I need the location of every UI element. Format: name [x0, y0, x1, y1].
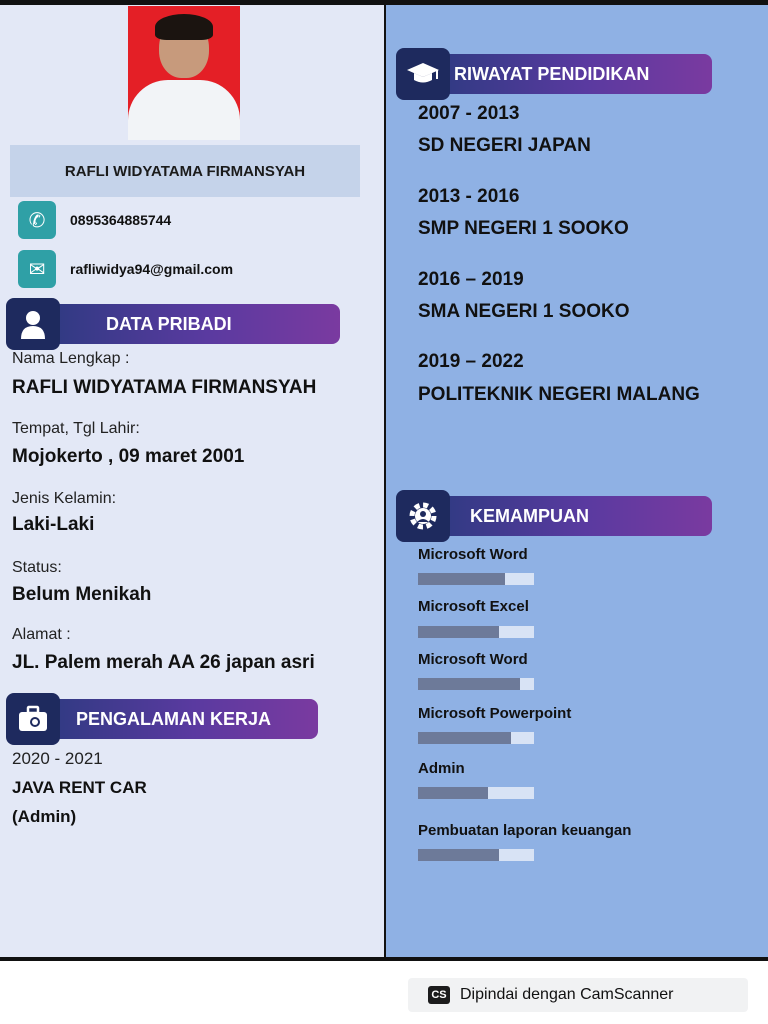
field-label: Status:	[12, 559, 62, 576]
edu-years: 2007 - 2013	[418, 103, 520, 124]
section-title: DATA PRIBADI	[106, 313, 232, 334]
section-riwayat-pendidikan	[398, 54, 712, 94]
field-label: Jenis Kelamin:	[12, 490, 117, 507]
section-title: KEMAMPUAN	[470, 505, 589, 526]
skill-bar-fill	[418, 787, 488, 799]
skill-bar-fill	[418, 626, 499, 638]
field-value: Mojokerto , 09 maret 2001	[12, 446, 245, 467]
section-data-pribadi	[8, 304, 340, 344]
skill-name: Microsoft Powerpoint	[418, 705, 572, 722]
field-value: JL. Palem merah AA 26 japan asri	[12, 652, 315, 673]
full-name: RAFLI WIDYATAMA FIRMANSYAH	[64, 162, 306, 180]
skill-bar	[418, 678, 534, 690]
skill-bar	[418, 787, 534, 799]
skill-bar	[418, 626, 534, 638]
graduation-cap-icon	[396, 48, 450, 100]
edu-school: SMP NEGERI 1 SOOKO	[418, 218, 629, 239]
email-contact	[18, 250, 233, 288]
field-label: Nama Lengkap :	[12, 350, 130, 367]
scanner-text: Dipindai dengan CamScanner	[460, 986, 674, 1003]
camscanner-logo-icon: CS	[428, 986, 450, 1004]
skill-name: Microsoft Word	[418, 651, 528, 668]
email-address: rafliwidya94@gmail.com	[70, 261, 234, 277]
section-title: PENGALAMAN KERJA	[76, 708, 272, 729]
briefcase-icon	[6, 693, 60, 745]
skill-bar-fill	[418, 849, 499, 861]
field-value: RAFLI WIDYATAMA FIRMANSYAH	[12, 377, 317, 398]
skill-bar-fill	[418, 732, 511, 744]
skill-bar-fill	[418, 573, 505, 585]
job-period: 2020 - 2021	[12, 749, 103, 768]
field-label: Tempat, Tgl Lahir:	[12, 420, 140, 437]
phone-contact	[18, 201, 171, 239]
skill-name: Microsoft Word	[418, 546, 528, 563]
skill-bar	[418, 573, 534, 585]
job-company: JAVA RENT CAR	[12, 778, 147, 797]
skill-name: Microsoft Excel	[418, 598, 529, 615]
field-label: Alamat :	[12, 626, 71, 643]
job-role: (Admin)	[12, 807, 77, 826]
person-icon	[6, 298, 60, 350]
gear-icon	[396, 490, 450, 542]
edu-years: 2016 – 2019	[418, 269, 524, 290]
name-box	[10, 145, 360, 197]
section-kemampuan	[398, 496, 712, 536]
skill-name: Pembuatan laporan keuangan	[418, 822, 632, 839]
phone-icon: ✆	[18, 201, 56, 239]
section-pengalaman-kerja	[8, 699, 318, 739]
email-icon: ✉	[18, 250, 56, 288]
field-value: Belum Menikah	[12, 584, 152, 605]
camscanner-badge	[408, 978, 748, 1012]
edu-years: 2013 - 2016	[418, 186, 520, 207]
edu-school: SD NEGERI JAPAN	[418, 135, 591, 156]
skill-bar-fill	[418, 678, 520, 690]
section-title: RIWAYAT PENDIDIKAN	[454, 63, 650, 84]
skill-bar	[418, 732, 534, 744]
skill-bar	[418, 849, 534, 861]
edu-school: POLITEKNIK NEGERI MALANG	[418, 384, 700, 405]
profile-photo	[128, 6, 240, 140]
skill-name: Admin	[418, 760, 465, 777]
field-value: Laki-Laki	[12, 514, 95, 535]
edu-school: SMA NEGERI 1 SOOKO	[418, 301, 630, 322]
phone-number: 0895364885744	[70, 212, 172, 228]
edu-years: 2019 – 2022	[418, 351, 524, 372]
